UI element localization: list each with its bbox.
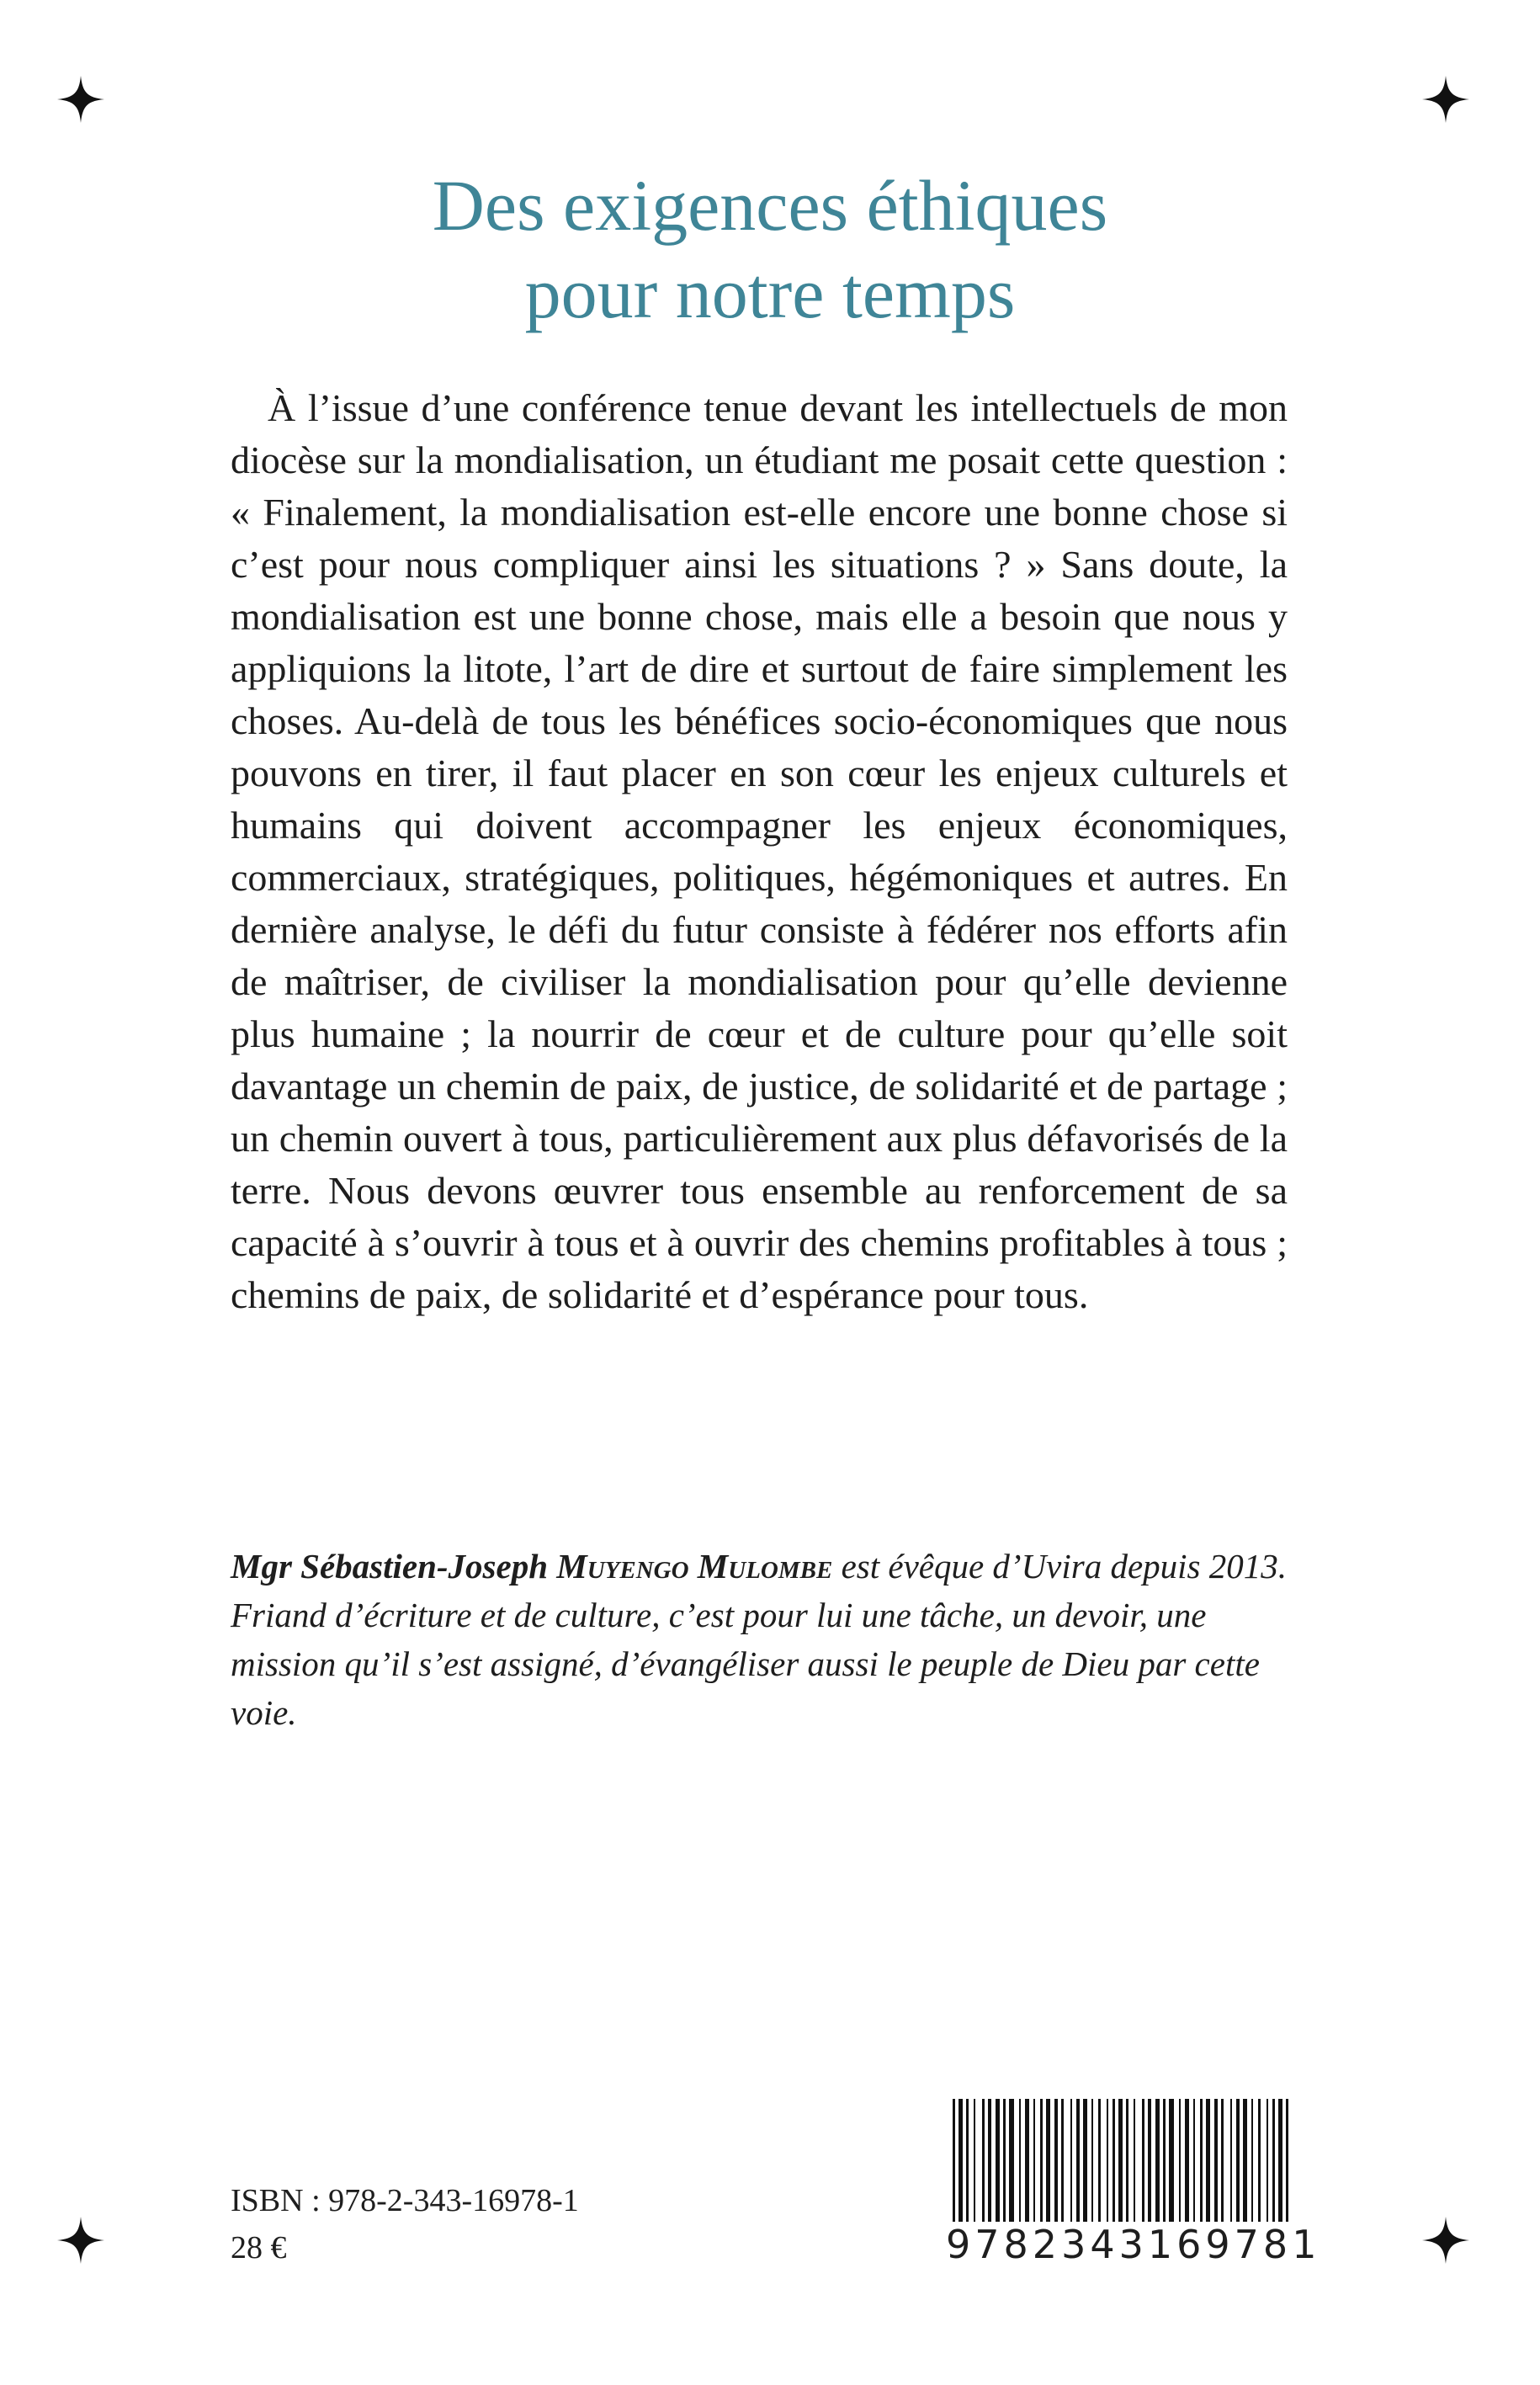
- four-point-star-icon: [1421, 74, 1471, 125]
- author-name: [231, 1547, 832, 1586]
- author-bio-text: est évêque d’Uvira depuis 2013. Friand d’écriture et de culture, c’est pour lui une tâche, un devoir, une mission qu’il s’est assigné, d’évangéliser aussi le peuple de Dieu par cette voie.: [231, 1547, 1288, 1732]
- four-point-star-icon: [1421, 2215, 1471, 2265]
- title-line-1: Des exigences éthiques: [432, 165, 1108, 246]
- barcode: [946, 2096, 1321, 2267]
- blurb-text: À l’issue d’une conférence tenue devant les intellectuels de mon diocèse sur la mondialisation, un étudiant me posait cette question : « Finalement, la mondialisation est-elle encore une bonne chose si c’est pour nous compliquer ainsi les situations ? » Sans doute, la mondialisation est une bonne chose, mais elle a besoin que nous y appliquions la litote, l’art de dire et surtout de faire simplement les choses. Au-delà de tous les bénéfices socio-économiques que nous pouvons en tirer, il faut placer en son cœur les enjeux culturels et humains qui doivent accompagner les enjeux économiques, commerciaux, stratégiques, politiques, hégémoniques et autres. En dernière analyse, le défi du futur consiste à fédérer nos efforts afin de maîtriser, de civiliser la mondialisation pour qu’elle devienne plus humaine ; la nourrir de cœur et de culture pour qu’elle soit davantage un chemin de paix, de justice, de solidarité et de partage ; un chemin ouvert à tous, particulièrement aux plus défavorisés de la terre. Nous devons œuvrer tous ensemble au renforcement de sa capacité à s’ouvrir à tous et à ouvrir des chemins profitables à tous ; chemins de paix, de solidarité et d’espérance pour tous.: [231, 386, 1288, 1316]
- author-bio: [231, 1542, 1308, 1737]
- four-point-star-icon: [56, 2215, 106, 2265]
- price-label: 28 €: [231, 2230, 287, 2265]
- title-line-2: pour notre temps: [524, 252, 1016, 333]
- isbn-label: ISBN : 978-2-343-16978-1: [231, 2183, 579, 2218]
- barcode-digits: 9782343169781: [946, 2222, 1321, 2267]
- book-title: [168, 162, 1372, 337]
- author-last-name: Muyengo Mulombe: [556, 1547, 833, 1586]
- author-first-name: Mgr Sébastien-Joseph: [231, 1547, 557, 1586]
- four-point-star-icon: [56, 74, 106, 125]
